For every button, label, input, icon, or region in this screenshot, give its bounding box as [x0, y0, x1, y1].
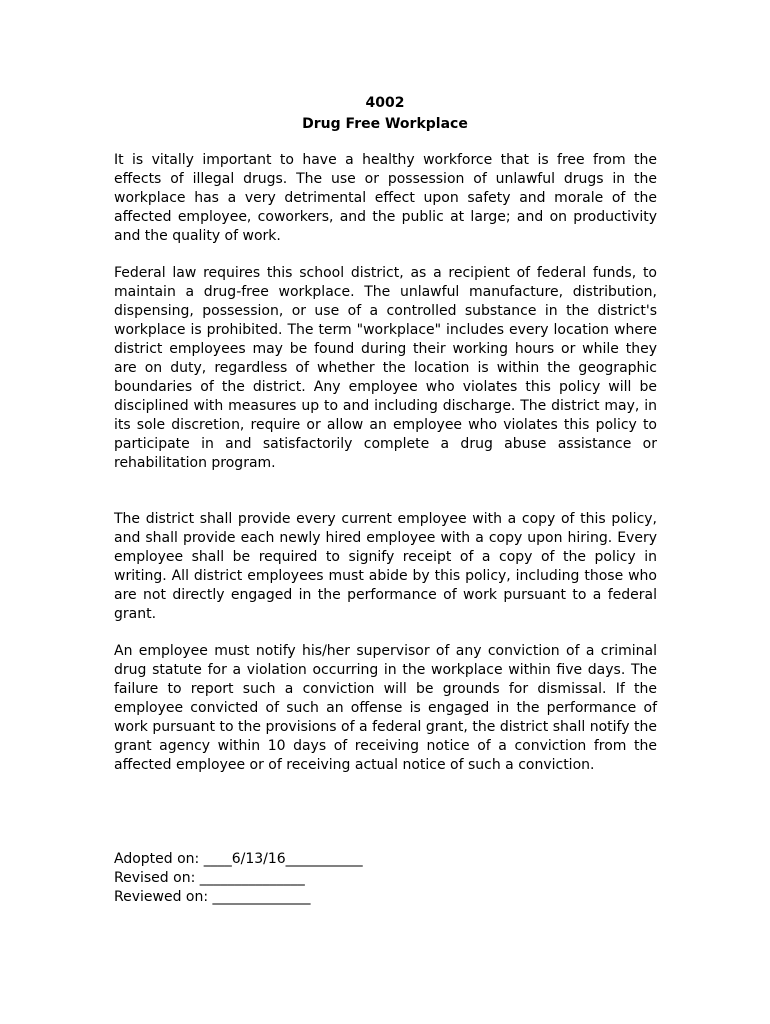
revised-on-line: Revised on: _______________ — [114, 870, 305, 886]
reviewed-on-line: Reviewed on: ______________ — [114, 889, 311, 905]
policy-number: 4002 — [365, 95, 405, 111]
adopted-on-line: Adopted on: ____6/13/16___________ — [114, 851, 363, 867]
paragraph-conviction-notice: An employee must notify his/her supervisor of any conviction of a criminal drug statute for a violation occurring in the workplace within five days. The failure to report such a conviction will be grounds for dismissal. If the employee convicted of such an offense is engaged in the performance of work pursuant to the provisions of a federal grant, the district shall notify the grant agency within 10 days of receiving notice of a conviction from the affected employee or of receiving actual notice of such a conviction. — [114, 643, 657, 773]
paragraph-federal-law: Federal law requires this school district, as a recipient of federal funds, to maintain a drug-free workplace. The unlawful manufacture, distribution, dispensing, possession, or use of a controlled substance in the district's workplace is prohibited. The term "workplace" includes every location where district employees may be found during their working hours or while they are on duty, regardless of whether the location is within the geographic boundaries of the district. Any employee who violates this policy will be disciplined with measures up to and including discharge. The district may, in its sole discretion, require or allow an employee who violates this policy to participate in and satisfactorily complete a drug abuse assistance or rehabilitation program. — [114, 265, 657, 471]
policy-title: Drug Free Workplace — [302, 116, 468, 132]
paragraph-intro: It is vitally important to have a healthy workforce that is free from the effects of illegal drugs. The use or possession of unlawful drugs in the workplace has a very detrimental effect upon safety and morale of the affected employee, coworkers, and the public at large; and on productivity and the quality of work. — [114, 152, 657, 244]
paragraph-policy-distribution: The district shall provide every current employee with a copy of this policy, and shall provide each newly hired employee with a copy upon hiring. Every employee shall be required to signify receipt of a copy of the policy in writing. All district employees must abide by this policy, including those who are not directly engaged in the performance of work pursuant to a federal grant. — [114, 511, 657, 622]
